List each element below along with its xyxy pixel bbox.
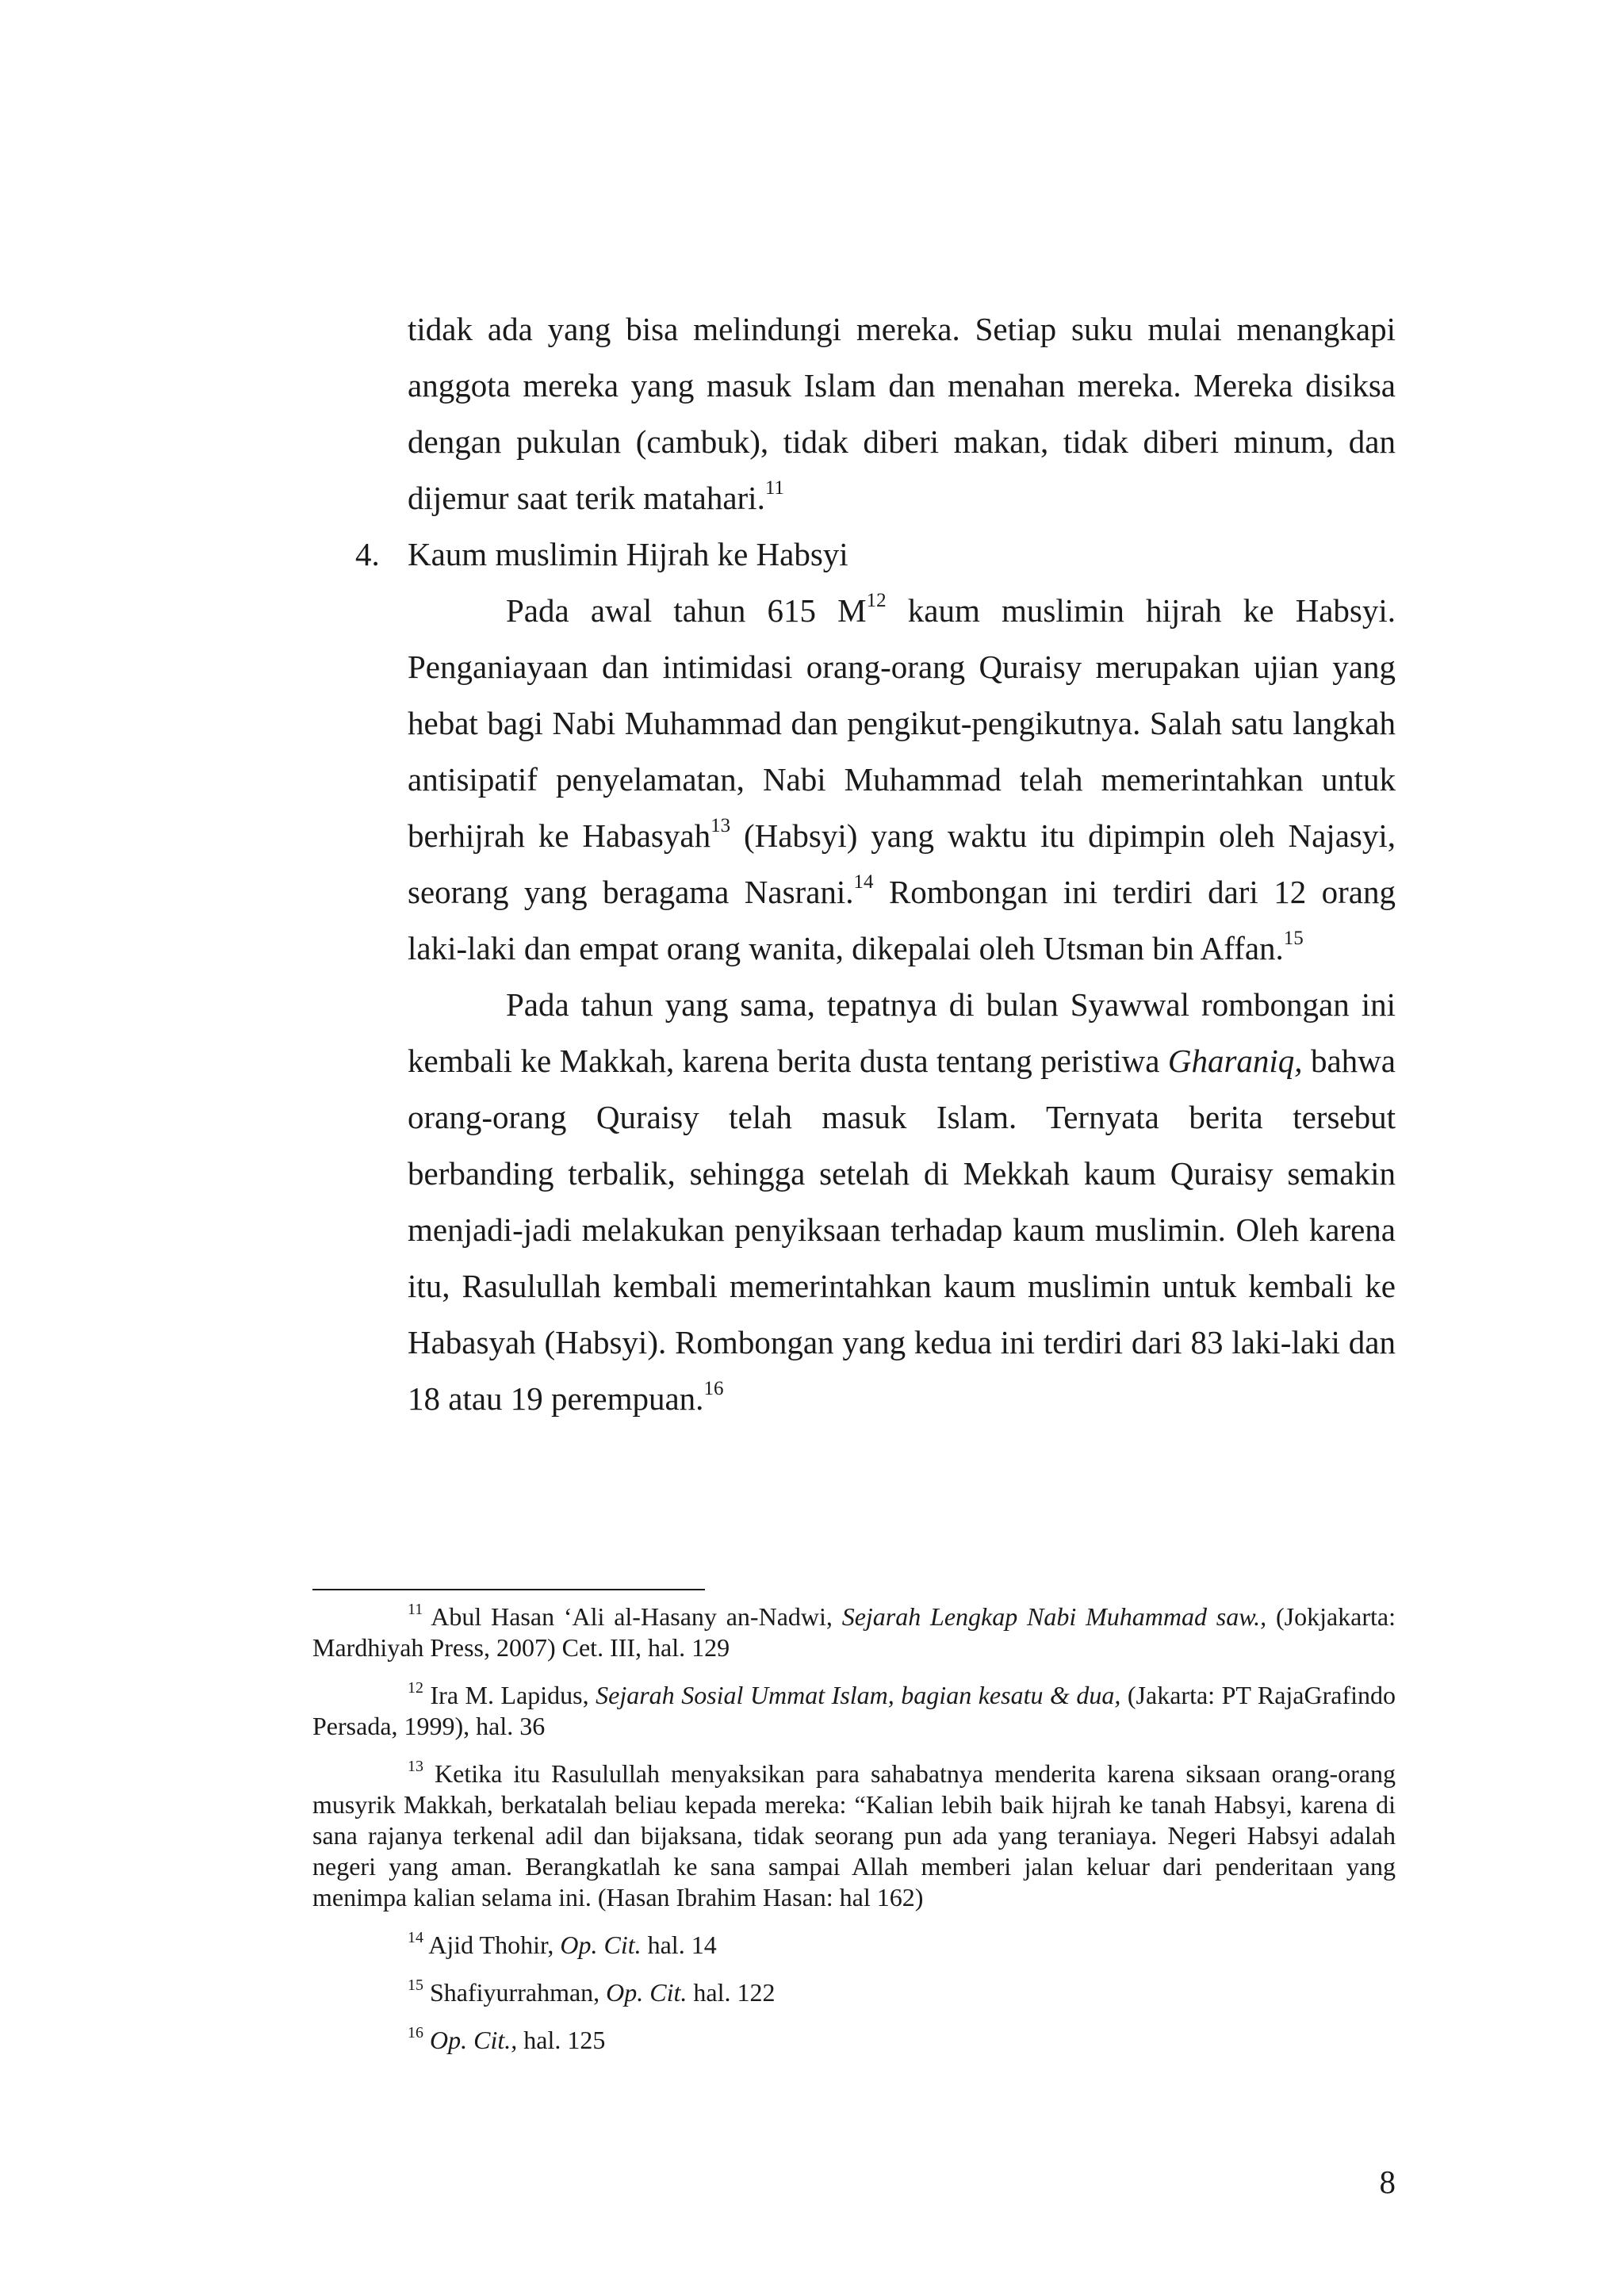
footnote-number: 11 xyxy=(408,1601,423,1619)
paragraph-2-text-2: kaum muslimin hijrah ke Habsyi. Penganiayaan dan intimidasi orang-orang Quraisy merupakan ujian yang hebat bagi Nabi Muhammad dan pengikut-pengikutnya. Salah satu langkah antisipatif penyelamatan, Nabi Muhammad telah memerintahkan untuk berhijrah ke Habasyah xyxy=(408,592,1396,854)
footnote-text: (Jakarta: PT RajaGrafindo Persada, 1999), hal. 36 xyxy=(312,1681,1396,1740)
footnote-number: 14 xyxy=(408,1929,423,1947)
paragraph-2-text-1: Pada awal tahun 615 M xyxy=(506,592,867,629)
section-heading xyxy=(355,526,1396,583)
footnote-number: 16 xyxy=(408,2024,423,2042)
footnote-ref-11[interactable]: 11 xyxy=(764,477,784,499)
footnote-ref-15[interactable]: 15 xyxy=(1283,928,1304,950)
paragraph-2-text-3: (Habsyi) yang waktu itu dipimpin oleh Najasyi, seorang yang beragama Nasrani. xyxy=(408,817,1396,910)
footnote-ref-16[interactable]: 16 xyxy=(703,1378,724,1400)
paragraph-1 xyxy=(408,301,1396,526)
footnote-text: hal. 122 xyxy=(687,1978,776,2007)
footnote-text xyxy=(423,2026,430,2054)
paragraph-3 xyxy=(408,977,1396,1427)
main-text xyxy=(355,301,1396,1427)
footnote-title: Op. Cit. xyxy=(560,1931,642,1959)
footnote-title: Sejarah Sosial Ummat Islam, bagian kesatu & dua, xyxy=(596,1681,1121,1709)
footnote-13 xyxy=(312,1758,1396,1913)
footnotes xyxy=(312,1601,1396,2072)
footnote-12 xyxy=(312,1680,1396,1742)
footnote-title: Op. Cit., xyxy=(430,2026,518,2054)
footnote-text: (Jokjakarta: Mardhiyah Press, 2007) Cet. III, hal. 129 xyxy=(312,1602,1396,1662)
paragraph-1-text: tidak ada yang bisa melindungi mereka. Setiap suku mulai menangkapi anggota mereka yang masuk Islam dan menahan mereka. Mereka disiksa dengan pukulan (cambuk), tidak diberi makan, tidak diberi minum, dan dijemur saat terik matahari. xyxy=(408,311,1396,516)
footnote-14 xyxy=(312,1930,1396,1961)
footnote-text: hal. 125 xyxy=(517,2026,606,2054)
paragraph-3-italic: Gharaniq, xyxy=(1167,1043,1303,1079)
paragraph-2-text-4: Rombongan ini terdiri dari 12 orang laki-laki dan empat orang wanita, dikepalai oleh Utsman bin Affan. xyxy=(408,874,1396,966)
footnote-text: hal. 14 xyxy=(641,1931,717,1959)
paragraph-3-text-1: Pada tahun yang sama, tepatnya di bulan Syawwal rombongan ini kembali ke Makkah, karena berita dusta tentang peristiwa xyxy=(408,986,1396,1079)
paragraph-3-text-2: bahwa orang-orang Quraisy telah masuk Islam. Ternyata berita tersebut berbanding terbalik, sehingga setelah di Mekkah kaum Quraisy semakin menjadi-jadi melakukan penyiksaan terhadap kaum muslimin. Oleh karena itu, Rasulullah kembali memerintahkan kaum muslimin untuk kembali ke Habasyah (Habsyi). Rombongan yang kedua ini terdiri dari 83 laki-laki dan 18 atau 19 perempuan. xyxy=(408,1043,1396,1417)
footnote-ref-14[interactable]: 14 xyxy=(853,871,874,894)
footnote-title: Op. Cit. xyxy=(606,1978,688,2007)
footnote-text: Ira M. Lapidus, xyxy=(423,1681,596,1709)
section-number: 4. xyxy=(355,536,380,572)
footnote-number: 13 xyxy=(408,1758,423,1776)
footnote-number: 15 xyxy=(408,1976,423,1995)
footnote-text: Ajid Thohir, xyxy=(423,1931,561,1959)
footnote-separator xyxy=(312,1589,705,1590)
section-title: Kaum muslimin Hijrah ke Habsyi xyxy=(408,536,848,572)
footnote-ref-13[interactable]: 13 xyxy=(710,815,731,837)
footnote-15 xyxy=(312,1977,1396,2008)
page-number: 8 xyxy=(1379,2164,1396,2200)
footnote-text: Abul Hasan ‘Ali al-Hasany an-Nadwi, xyxy=(423,1602,842,1631)
paragraph-2 xyxy=(408,583,1396,977)
footnote-11 xyxy=(312,1601,1396,1663)
footnote-text: Ketika itu Rasulullah menyaksikan para sahabatnya menderita karena siksaan orang-orang musyrik Makkah, berkatalah beliau kepada mereka: “Kalian lebih baik hijrah ke tanah Habsyi, karena di sana rajanya terkenal adil dan bijaksana, tidak seorang pun ada yang teraniaya. Negeri Habsyi adalah negeri yang aman. Berangkatlah ke sana sampai Allah memberi jalan keluar dari penderitaan yang menimpa kalian selama ini. (Hasan Ibrahim Hasan: hal 162) xyxy=(312,1759,1396,1911)
footnote-16 xyxy=(312,2025,1396,2056)
footnote-text: Shafiyurrahman, xyxy=(423,1978,607,2007)
footnote-title: Sejarah Lengkap Nabi Muhammad saw., xyxy=(841,1602,1267,1631)
footnote-number: 12 xyxy=(408,1679,423,1697)
footnote-ref-12[interactable]: 12 xyxy=(866,590,887,612)
